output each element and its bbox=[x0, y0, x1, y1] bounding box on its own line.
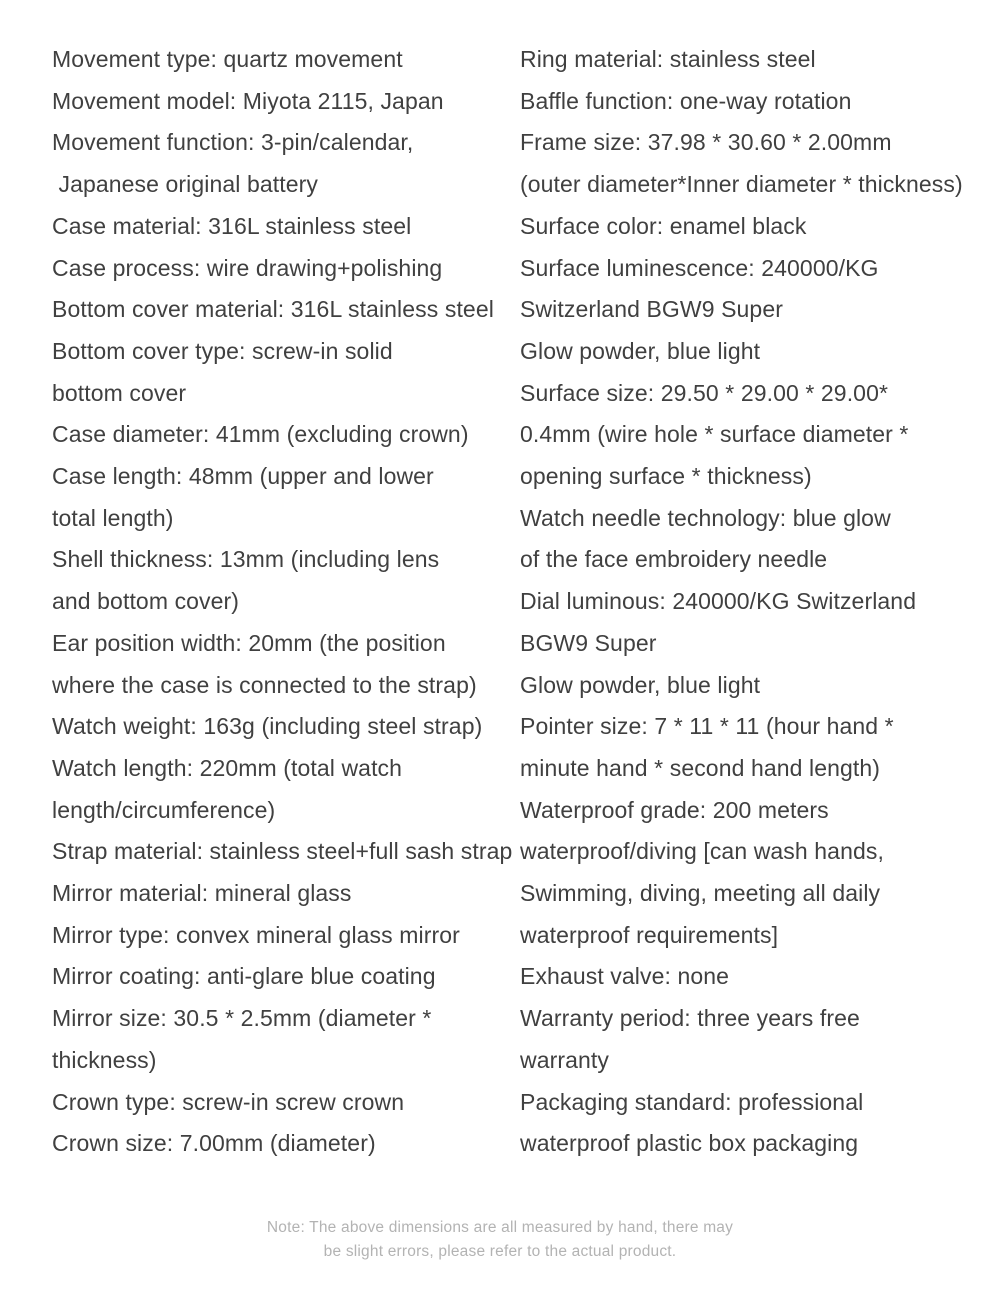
spec-line: Ear position width: 20mm (the position bbox=[52, 629, 446, 656]
spec-line: Swimming, diving, meeting all daily bbox=[520, 880, 881, 907]
spec-column-left bbox=[52, 39, 512, 1165]
spec-line: Mirror size: 30.5 * 2.5mm (diameter * bbox=[52, 1005, 432, 1032]
spec-line: 0.4mm (wire hole * surface diameter * bbox=[520, 421, 909, 448]
spec-line: (outer diameter*Inner diameter * thickness) bbox=[520, 171, 963, 198]
spec-line: waterproof/diving [can wash hands, bbox=[520, 838, 884, 865]
spec-line: thickness) bbox=[52, 1046, 157, 1073]
spec-line: BGW9 Super bbox=[520, 629, 657, 656]
spec-line: Switzerland BGW9 Super bbox=[520, 296, 783, 323]
spec-line: Strap material: stainless steel+full sash strap bbox=[52, 838, 513, 865]
spec-line: Mirror type: convex mineral glass mirror bbox=[52, 921, 460, 948]
spec-line: Japanese original battery bbox=[52, 171, 318, 198]
spec-line: Watch weight: 163g (including steel strap) bbox=[52, 713, 483, 740]
measurement-note-line-2: be slight errors, please refer to the actual product. bbox=[323, 1243, 677, 1260]
spec-line: Baffle function: one-way rotation bbox=[520, 87, 852, 114]
spec-line: Dial luminous: 240000/KG Switzerland bbox=[520, 588, 917, 615]
spec-line: Mirror coating: anti-glare blue coating bbox=[52, 963, 436, 990]
spec-line: Warranty period: three years free bbox=[520, 1005, 860, 1032]
spec-line: Bottom cover material: 316L stainless steel bbox=[52, 296, 494, 323]
spec-line: Exhaust valve: none bbox=[520, 963, 730, 990]
spec-line: of the face embroidery needle bbox=[520, 546, 828, 573]
spec-line: Pointer size: 7 * 11 * 11 (hour hand * bbox=[520, 713, 894, 740]
spec-line: where the case is connected to the strap) bbox=[52, 671, 477, 698]
spec-line: and bottom cover) bbox=[52, 588, 240, 615]
spec-line: Movement type: quartz movement bbox=[52, 46, 403, 72]
spec-line: Watch length: 220mm (total watch bbox=[52, 754, 403, 781]
spec-line: warranty bbox=[520, 1046, 609, 1073]
spec-line: Case material: 316L stainless steel bbox=[52, 212, 412, 239]
spec-line: Crown size: 7.00mm (diameter) bbox=[52, 1130, 376, 1157]
spec-line: Case process: wire drawing+polishing bbox=[52, 254, 443, 281]
spec-line: minute hand * second hand length) bbox=[520, 754, 881, 781]
spec-line: Surface size: 29.50 * 29.00 * 29.00* bbox=[520, 379, 889, 406]
spec-line: length/circumference) bbox=[52, 796, 276, 823]
spec-line: Movement function: 3-pin/calendar, bbox=[52, 129, 414, 156]
spec-line: Glow powder, blue light bbox=[520, 337, 761, 364]
spec-line: Ring material: stainless steel bbox=[520, 46, 816, 72]
spec-line: opening surface * thickness) bbox=[520, 463, 812, 490]
spec-line: Crown type: screw-in screw crown bbox=[52, 1088, 405, 1115]
spec-line: waterproof requirements] bbox=[520, 921, 779, 948]
spec-line: Watch needle technology: blue glow bbox=[520, 504, 891, 531]
spec-line: Bottom cover type: screw-in solid bbox=[52, 337, 393, 364]
spec-line: Case length: 48mm (upper and lower bbox=[52, 463, 434, 490]
spec-line: waterproof plastic box packaging bbox=[520, 1130, 859, 1157]
spec-line: Movement model: Miyota 2115, Japan bbox=[52, 87, 444, 114]
spec-line: Glow powder, blue light bbox=[520, 671, 761, 698]
spec-line: Case diameter: 41mm (excluding crown) bbox=[52, 421, 469, 448]
spec-line: Waterproof grade: 200 meters bbox=[520, 796, 829, 823]
spec-line: total length) bbox=[52, 504, 174, 531]
spec-line: Packaging standard: professional bbox=[520, 1088, 864, 1115]
spec-line: Frame size: 37.98 * 30.60 * 2.00mm bbox=[520, 129, 892, 156]
spec-line: Shell thickness: 13mm (including lens bbox=[52, 546, 440, 573]
spec-line: Surface color: enamel black bbox=[520, 212, 807, 239]
spec-line: Mirror material: mineral glass bbox=[52, 880, 352, 907]
spec-line: bottom cover bbox=[52, 379, 187, 406]
measurement-note-line-1: Note: The above dimensions are all measured by hand, there may bbox=[266, 1219, 734, 1236]
spec-column-right bbox=[520, 39, 963, 1165]
spec-line: Surface luminescence: 240000/KG bbox=[520, 254, 879, 281]
measurement-note bbox=[0, 1216, 1000, 1264]
